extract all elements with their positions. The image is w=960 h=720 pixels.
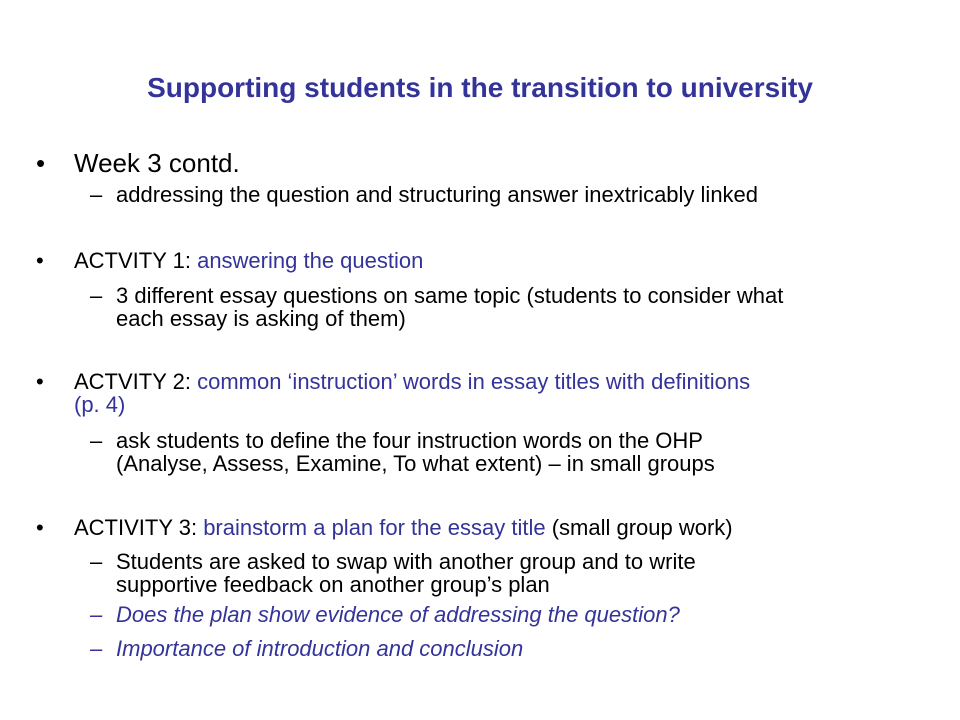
activity-2-sub-line-1: ask students to define the four instruction words on the OHP xyxy=(116,428,703,453)
activity-1-sub xyxy=(116,284,886,330)
activity-1-sub-line-1: 3 different essay questions on same topic (students to consider what xyxy=(116,283,784,308)
activity-1-highlight: answering the question xyxy=(197,248,424,273)
dash-mark: – xyxy=(90,428,103,453)
bullet-mark: • xyxy=(36,248,44,273)
bullet-mark: • xyxy=(36,148,46,178)
activity-3-text xyxy=(74,516,904,539)
week-heading: Week 3 contd. xyxy=(74,148,240,178)
activity-3-sub-1-line-1: Students are asked to swap with another group and to write xyxy=(116,549,696,574)
activity-1-text xyxy=(74,249,904,272)
dash-mark: – xyxy=(90,283,103,308)
activity-2-highlight-line-1: common ‘instruction’ words in essay titles with definitions xyxy=(197,369,751,394)
activity-3-sub-1-line-2: supportive feedback on another group’s plan xyxy=(116,572,550,597)
slide-title: Supporting students in the transition to university xyxy=(147,72,813,103)
dash-mark: – xyxy=(90,602,103,627)
activity-3-sub-2: Does the plan show evidence of addressing the question? xyxy=(116,602,680,627)
bullet-mark: • xyxy=(36,515,44,540)
activity-3-sub-3: Importance of introduction and conclusion xyxy=(116,636,524,661)
activity-3-suffix: (small group work) xyxy=(545,515,733,540)
dash-mark: – xyxy=(90,636,103,661)
activity-2-sub xyxy=(116,429,886,475)
activity-2-label: ACTVITY 2: xyxy=(74,369,198,394)
week-sub: addressing the question and structuring answer inextricably linked xyxy=(116,182,759,207)
bullet-mark: • xyxy=(36,369,44,394)
activity-3-label: ACTIVITY 3: xyxy=(74,515,204,540)
activity-2-text xyxy=(74,370,904,416)
activity-3-highlight: brainstorm a plan for the essay title xyxy=(203,515,546,540)
activity-3-sub-1 xyxy=(116,550,886,596)
activity-2-sub-line-2: (Analyse, Assess, Examine, To what extent) – in small groups xyxy=(116,451,715,476)
activity-2-highlight-line-2: (p. 4) xyxy=(74,392,126,417)
activity-1-label: ACTVITY 1: xyxy=(74,248,198,273)
dash-mark: – xyxy=(90,182,103,207)
activity-1-sub-line-2: each essay is asking of them) xyxy=(116,306,406,331)
dash-mark: – xyxy=(90,549,103,574)
